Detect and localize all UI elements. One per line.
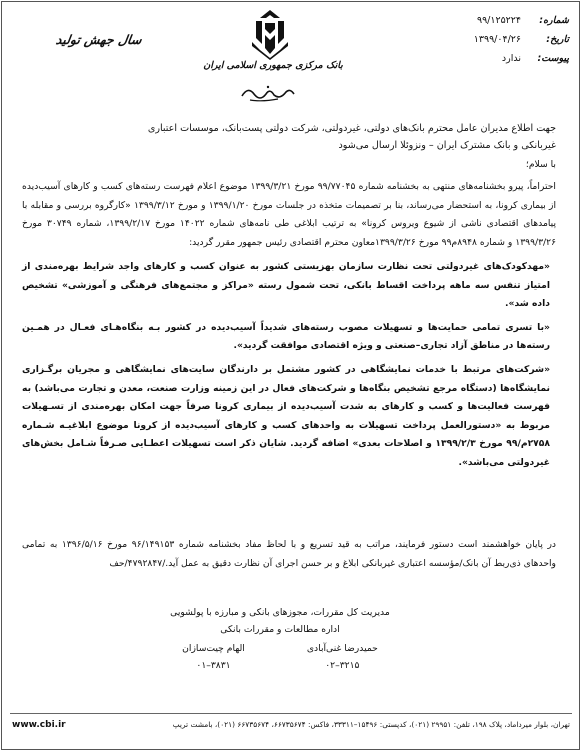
greeting: با سلام؛ bbox=[525, 159, 556, 170]
bismillah-calligraphy bbox=[238, 82, 298, 104]
letter-number-label: شماره: bbox=[539, 15, 569, 26]
letter-attachment-label: پیوست: bbox=[537, 53, 569, 64]
central-bank-logo-icon bbox=[246, 8, 294, 60]
department-office: اداره مطالعات و مقررات بانکی bbox=[220, 624, 340, 635]
recipient-block bbox=[22, 120, 556, 154]
signer-right-name: حمیدرضا غنی‌آبادی bbox=[306, 643, 378, 654]
signer-left-code: ۳۸۳۱–۰۱ bbox=[196, 660, 231, 671]
letter-date-value: ۱۳۹۹/۰۴/۲۶ bbox=[473, 34, 521, 45]
signature-block bbox=[120, 604, 440, 674]
bismillah-calligraphy-icon bbox=[238, 82, 298, 104]
letter-number-value: ۹۹/۱۲۵۲۲۴ bbox=[476, 15, 521, 26]
recipient-line-2: غیربانکی و بانک مشترک ایران – ونزوئلا ارسال می‌شود bbox=[338, 140, 556, 151]
signers bbox=[120, 640, 440, 674]
letter-attachment-row bbox=[379, 53, 569, 72]
footer-divider bbox=[10, 713, 572, 714]
intro-paragraph: احتراماً، پیرو بخشنامه‌های منتهی به بخشنامه شماره ۹۹/۷۷۰۴۵ مورخ ۱۳۹۹/۳/۲۱ موضوع اعلام فهرست رسته‌های کسب و کارهای آسیب‌دیده از بیماری کرونا، به استحضار می‌رساند، بنا بر تصمیمات متخذه در جلسات مورخ ۱۳۹۹/۱/۲۰ و مورخ ۱۳۹۹/۳/۱۲ «کارگروه بررسی و مقابله با پیامدهای اقتصادی ناشی از شیوع ویروس کرونا» به ترتیب ابلاغی طی نامه‌های شماره ۱۴۰۲۲ مورخ ۱۳۹۹/۲/۱۷، شماره ۳۰۷۴۹ مورخ ۱۳۹۹/۳/۲۶ و شماره ۸۹۴۸م۹۹ مورخ ۱۳۹۹/۳/۲۶معاون محترم اقتصادی رئیس جمهور مقرر گردید: bbox=[22, 181, 556, 248]
letter-date-row bbox=[379, 34, 569, 53]
signer-left bbox=[182, 640, 245, 674]
letter-number-row bbox=[379, 15, 569, 34]
signer-right-code: ۳۲۱۵–۰۲ bbox=[325, 660, 360, 671]
letter-attachment-value: ندارد bbox=[501, 53, 521, 64]
resolutions-list bbox=[22, 258, 556, 478]
letter-meta bbox=[379, 15, 569, 72]
website-link[interactable]: www.cbi.ir bbox=[12, 720, 66, 730]
signer-left-name: الهام چیت‌سازان bbox=[182, 643, 245, 654]
resolution-item: «مهدکودک‌های غیردولتی تحت نظارت سازمان بهزیستی کشور به عنوان کسب و کارهای واجد شرایط بهره‌مندی از امتیاز تنفس سه ماهه پرداخت اقساط بانکی، تحت شمول رسته «مراکز و مجتمع‌های فرهنگی و آموزشی» تشخیص داده شد». bbox=[22, 261, 550, 310]
footer bbox=[12, 718, 570, 732]
department-general: مدیریت کل مقررات، مجوزهای بانکی و مبارزه با پولشویی bbox=[170, 607, 390, 618]
letter-date-label: تاریخ: bbox=[546, 34, 569, 45]
signer-right bbox=[307, 640, 378, 674]
recipient-line-1: جهت اطلاع مدیران عامل محترم بانک‌های دولتی، غیردولتی، شرکت دولتی پست‌بانک، موسسات اعتباری bbox=[147, 123, 556, 134]
footer-address: تهران، بلوار میرداماد، پلاک ۱۹۸، تلفن: ۲۹۹۵۱ (۰۲۱)، کدپستی: ۱۵۴۹۶–۳۳۳۱۱، فاکس: ۶۶۷۳۵۶۷۴، ۶۶۷۳۵۶۷۴ (۰۲۱)، بامشت تریپ bbox=[172, 720, 570, 729]
year-slogan: سال جهش تولید bbox=[54, 32, 143, 47]
resolution-item: «با تسری تمامی حمایت‌ها و تسهیلات مصوب رسته‌های شدیداً آسیب‌دیده در کشور بـه بنگاه‌هـای فعـال در همـین رسته‌ها در مناطق آزاد تجاری–صنعتی و ویژه اقتصادی موافقت گردید». bbox=[22, 321, 550, 352]
bank-name: بانک مرکزی جمهوری اسلامی ایران bbox=[203, 60, 343, 71]
resolution-item: «شرکت‌های مرتبط با خدمات نمایشگاهی در کشور مشتمل بر دارندگان سایت‌های نمایشگاهی و مجریان برگـزاری نمایشگاه‌ها (دستگاه مرجع تشخیص بنگاه‌ها و شرکت‌های فعال در این زمینه وزارت صنعت، معدن و تجارت می‌باشد) به فهرست فعالیت‌ها و کسب و کارهای به شدت آسیب‌دیده از بیماری کرونا صرفاً جهت امکان بهره‌مندی از تسـهیلات مربوط به «دستورالعمل پرداخت تسهیلات به واحدهای کسب و کارهای آسیب‌دیده از کرونا موضوع ابلاغیـه شـماره ۲۷۵۸م/۹۹ مورخ ۱۳۹۹/۲/۳ و اصلاحات بعدی» اضافه گردید. شایان ذکر است تسهیلات اعطـایی صـرفاً شـامل بخش‌های غیردولتی می‌باشد». bbox=[22, 363, 550, 468]
closing-paragraph: در پایان خواهشمند است دستور فرمایند، مراتب به قید تسریع و با لحاظ مفاد بخشنامه شماره ۹۶/۱۴۹۱۵۳ مورخ ۱۳۹۶/۵/۱۶ به تمامی واحدهای ذی‌ربط آن بانک/مؤسسه اعتباری غیربانکی ابلاغ و بر حسن اجرای آن نظارت دقیق به عمل آید./۴۷۹۲۸۴۷/حف bbox=[22, 539, 556, 569]
